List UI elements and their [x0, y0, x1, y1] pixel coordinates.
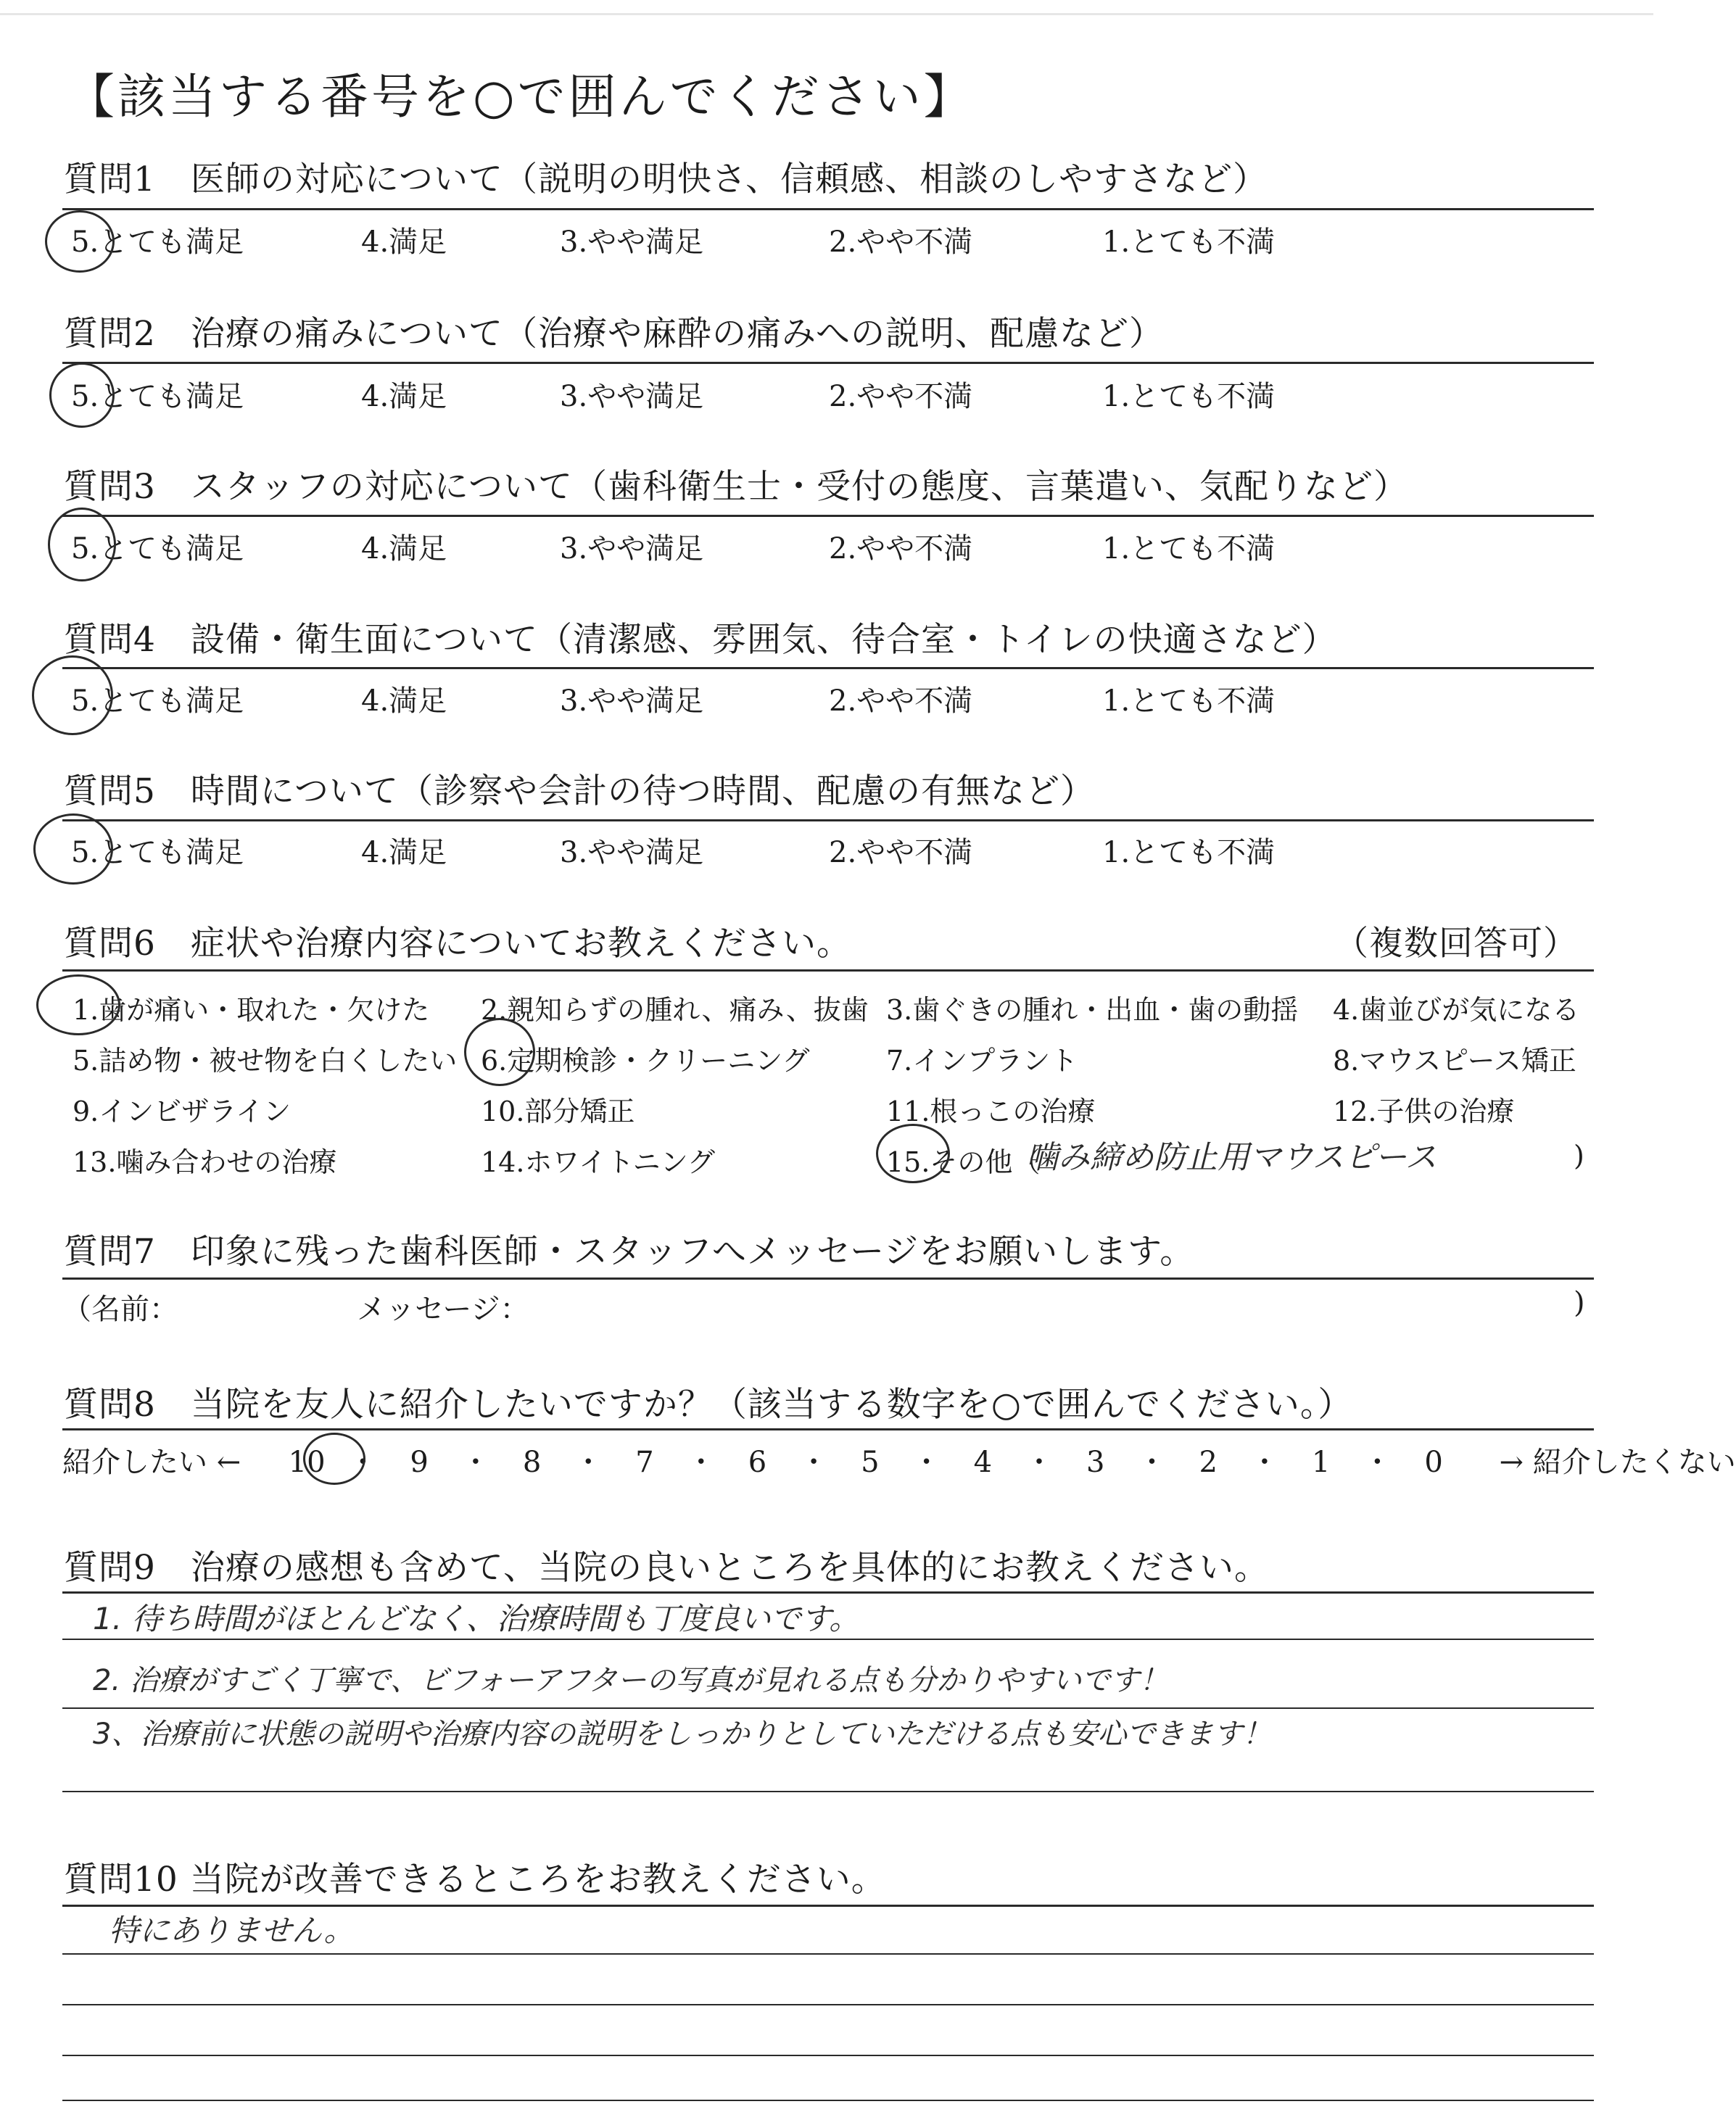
other-close-paren: ) [1574, 1140, 1584, 1172]
question-6-rule [62, 969, 1594, 972]
symptom-item-11[interactable]: 11.根っこの治療 [886, 1096, 1096, 1127]
option-1[interactable]: 1.とても不満 [1102, 225, 1276, 259]
question-9-title: 質問9 治療の感想も含めて、当院の良いところを具体的にお教えください。 [64, 1548, 1269, 1588]
good-point-answer-2: 2. 治療がすごく丁寧で、ビフォーアフターの写真が見れる点も分かりやすいです！ [93, 1664, 1169, 1697]
recommend-left-label: 紹介したい ← [62, 1446, 241, 1479]
option-3[interactable]: 3.やや満足 [560, 532, 704, 566]
symptom-item-2[interactable]: 2.親知らずの腫れ、痛み、抜歯 [481, 994, 869, 1026]
question-5-title: 質問5 時間について（診察や会計の待つ時間、配慮の有無など） [64, 771, 1095, 811]
symptom-item-12[interactable]: 12.子供の治療 [1333, 1096, 1515, 1127]
symptom-item-5[interactable]: 5.詰め物・被せ物を白くしたい [73, 1045, 458, 1077]
scale-separator: ・ [1363, 1446, 1392, 1479]
answer-line [62, 1953, 1594, 1955]
scale-separator: ・ [1137, 1446, 1167, 1479]
question-5-rule [62, 819, 1594, 821]
question-9-rule [62, 1591, 1594, 1594]
symptom-item-3[interactable]: 3.歯ぐきの腫れ・出血・歯の動揺 [886, 994, 1299, 1026]
question-1-rule [62, 208, 1594, 210]
scale-separator: ・ [799, 1446, 829, 1479]
message-label: メッセージ： [357, 1293, 529, 1326]
scale-separator: ・ [460, 1446, 490, 1479]
scale-separator: ・ [1249, 1446, 1279, 1479]
option-1[interactable]: 1.とても不満 [1102, 836, 1276, 869]
symptom-item-10[interactable]: 10.部分矯正 [481, 1096, 635, 1127]
scale-5[interactable]: 5 [861, 1446, 880, 1479]
question-2-rule [62, 362, 1594, 364]
scale-3[interactable]: 3 [1086, 1446, 1105, 1479]
answer-line [62, 2004, 1594, 2005]
scale-separator: ・ [1025, 1446, 1054, 1479]
option-1[interactable]: 1.とても不満 [1102, 380, 1276, 413]
scale-separator: ・ [686, 1446, 716, 1479]
option-2[interactable]: 2.やや不満 [829, 225, 973, 259]
scale-8[interactable]: 8 [522, 1446, 542, 1479]
option-5[interactable]: 5.とても満足 [71, 684, 244, 718]
question-2-title: 質問2 治療の痛みについて（治療や麻酔の痛みへの説明、配慮など） [64, 314, 1165, 354]
improvement-answer-1: 特にありません。 [109, 1913, 355, 1948]
scale-6[interactable]: 6 [748, 1446, 767, 1479]
instruction-header: 【該当する番号を○で囲んでください】 [67, 69, 975, 125]
recommend-scale [62, 1439, 1736, 1481]
option-4[interactable]: 4.満足 [361, 532, 447, 566]
symptom-item-4[interactable]: 4.歯並びが気になる [1333, 994, 1580, 1026]
symptom-item-7[interactable]: 7.インプラント [886, 1045, 1078, 1077]
scale-separator: ・ [348, 1446, 378, 1479]
option-3[interactable]: 3.やや満足 [560, 380, 704, 413]
question-8-title: 質問8 当院を友人に紹介したいですか？（該当する数字を○で囲んでください。） [64, 1385, 1353, 1425]
good-point-answer-3: 3、治療前に状態の説明や治療内容の説明をしっかりとしていただける点も安心できます！ [93, 1718, 1272, 1751]
option-5[interactable]: 5.とても満足 [71, 225, 244, 259]
name-label: （名前： [62, 1293, 178, 1326]
question-1-title: 質問1 医師の対応について（説明の明快さ、信頼感、相談のしやすさなど） [64, 160, 1268, 199]
symptom-item-8[interactable]: 8.マウスピース矯正 [1333, 1045, 1576, 1077]
option-2[interactable]: 2.やや不満 [829, 380, 973, 413]
option-1[interactable]: 1.とても不満 [1102, 532, 1276, 566]
question-6-title: 質問6 症状や治療内容についてお教えください。 [64, 924, 851, 964]
scale-separator: ・ [912, 1446, 941, 1479]
question-3-rule [62, 515, 1594, 517]
option-4[interactable]: 4.満足 [361, 836, 447, 869]
good-point-answer-1: 1. 待ち時間がほとんどなく、治療時間も丁度良いです。 [93, 1601, 860, 1636]
option-4[interactable]: 4.満足 [361, 684, 447, 718]
option-4[interactable]: 4.満足 [361, 380, 447, 413]
symptom-item-9[interactable]: 9.インビザライン [73, 1096, 292, 1127]
symptom-item-6[interactable]: 6.定期検診・クリーニング [481, 1045, 810, 1077]
option-4[interactable]: 4.満足 [361, 225, 447, 259]
answer-line [62, 1707, 1594, 1709]
answer-line [62, 1639, 1594, 1640]
scale-9[interactable]: 9 [410, 1446, 429, 1479]
option-5[interactable]: 5.とても満足 [71, 836, 244, 869]
question-8-rule [62, 1428, 1594, 1430]
scale-10[interactable]: 10 [288, 1446, 326, 1479]
question-10-title: 質問10 当院が改善できるところをお教えください。 [64, 1860, 886, 1900]
answer-line [62, 1791, 1594, 1792]
option-3[interactable]: 3.やや満足 [560, 225, 704, 259]
option-3[interactable]: 3.やや満足 [560, 684, 704, 718]
question-4-title: 質問4 設備・衛生面について（清潔感、雰囲気、待合室・トイレの快適さなど） [64, 620, 1337, 660]
option-2[interactable]: 2.やや不満 [829, 836, 973, 869]
multiple-answer-note: （複数回答可） [1334, 924, 1578, 964]
answer-line [62, 2055, 1594, 2056]
symptom-item-15[interactable]: 15.その他（ [886, 1146, 1041, 1178]
message-close-paren: ) [1574, 1286, 1585, 1320]
question-4-rule [62, 667, 1594, 669]
symptom-item-1[interactable]: 1.歯が痛い・取れた・欠けた [73, 994, 430, 1026]
option-2[interactable]: 2.やや不満 [829, 684, 973, 718]
scale-4[interactable]: 4 [973, 1446, 993, 1479]
recommend-right-label: → 紹介したくない [1499, 1446, 1736, 1479]
other-handwritten-text: 噛み締め防止用マウスピース [1026, 1139, 1437, 1176]
answer-line [62, 2100, 1594, 2101]
top-border [0, 13, 1653, 15]
option-2[interactable]: 2.やや不満 [829, 532, 973, 566]
option-5[interactable]: 5.とても満足 [71, 380, 244, 413]
symptom-item-13[interactable]: 13.噛み合わせの治療 [73, 1146, 337, 1178]
option-1[interactable]: 1.とても不満 [1102, 684, 1276, 718]
scale-1[interactable]: 1 [1311, 1446, 1331, 1479]
question-7-title: 質問7 印象に残った歯科医師・スタッフへメッセージをお願いします。 [64, 1232, 1195, 1272]
scale-2[interactable]: 2 [1199, 1446, 1218, 1479]
symptom-item-14[interactable]: 14.ホワイトニング [481, 1146, 716, 1178]
scale-7[interactable]: 7 [635, 1446, 654, 1479]
question-7-rule [62, 1277, 1594, 1280]
scale-0[interactable]: 0 [1424, 1446, 1443, 1479]
scale-separator: ・ [574, 1446, 603, 1479]
option-3[interactable]: 3.やや満足 [560, 836, 704, 869]
option-5[interactable]: 5.とても満足 [71, 532, 244, 566]
question-3-title: 質問3 スタッフの対応について（歯科衛生士・受付の態度、言葉遣い、気配りなど） [64, 467, 1408, 507]
